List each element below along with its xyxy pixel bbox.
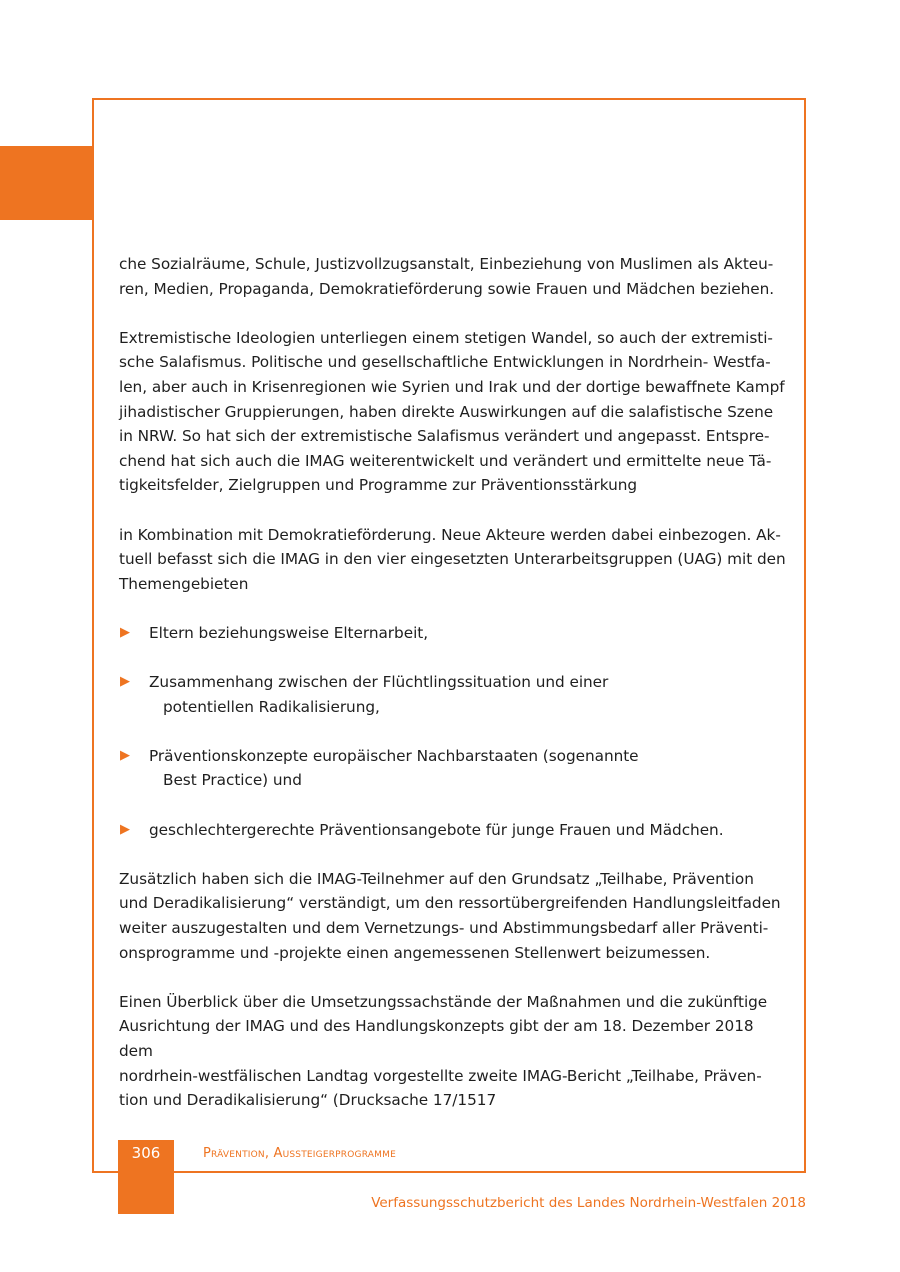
paragraph-3: in Kombination mit Demokratieförderung. Neue Akteure werden dabei einbezogen. Ak- tuell befasst sich die IMAG in den vier eingesetzten Unterarbeitsgruppen (UAG) mit den Themengebieten [119, 525, 786, 593]
publication-title: Verfassungsschutzbericht des Landes Nordrhein-Westfalen 2018 [371, 1195, 806, 1211]
section-title: Prävention, Aussteigerprogramme [203, 1146, 396, 1161]
list-item: ▶ geschlechtergerechte Präventionsangebote für junge Frauen und Mädchen. [119, 818, 791, 843]
paragraph-5: Einen Überblick über die Umsetzungssachstände der Maßnahmen und die zukünftige Ausrichtung der IMAG und des Handlungskonzepts gibt der am 18. Dezember 2018 dem nordrhein-westfälischen Landtag vorgestellte zweite IMAG-Bericht „Teilhabe, Präven- tion und Deradikalisierung“ (Drucksache 17/1517 [119, 992, 768, 1110]
side-tab-marker [0, 146, 93, 220]
list-item: ▶ Eltern beziehungsweise Elternarbeit, [119, 621, 791, 646]
triangle-right-icon: ▶ [120, 624, 130, 640]
paragraph-1: che Sozialräume, Schule, Justizvollzugsanstalt, Einbeziehung von Muslimen als Akteu- ren, Medien, Propaganda, Demokratieförderung sowie Frauen und Mädchen beziehen. [119, 255, 775, 298]
triangle-right-icon: ▶ [120, 674, 130, 690]
triangle-right-icon: ▶ [120, 821, 130, 837]
list-item: ▶ Präventionskonzepte europäischer Nachbarstaaten (sogenannte Best Practice) und [119, 744, 791, 793]
main-text [119, 252, 791, 1113]
paragraph-4: Zusätzlich haben sich die IMAG-Teilnehmer auf den Grundsatz „Teilhabe, Prävention und Deradikalisierung“ verständigt, um den ressortübergreifenden Handlungsleitfaden weiter auszugestalten und dem Vernetzungs- und Abstimmungsbedarf aller Präventi- onsprogramme und -projekte einen angemessenen Stellenwert beizumessen. [119, 869, 781, 962]
page-number: 306 [131, 1144, 161, 1162]
triangle-right-icon: ▶ [120, 747, 130, 763]
paragraph-2: Extremistische Ideologien unterliegen einem stetigen Wandel, so auch der extremisti- sche Salafismus. Politische und gesellschaftliche Entwicklungen in Nordrhein- Westfa- len, aber auch in Krisenregionen wie Syrien und Irak und der dortige bewaffnete Kampf jihadistischer Gruppierungen, haben direkte Auswirkungen auf die salafistische Szene in NRW. So hat sich der extremistische Salafismus verändert und angepasst. Entspre- chend hat sich auch die IMAG weiterentwickelt und verändert und ermittelte neue Tä- tigkeitsfelder, Zielgruppen und Programme zur Präventionsstärkung [119, 328, 785, 495]
list-item: ▶ Zusammenhang zwischen der Flüchtlingssituation und einer potentiellen Radikalisierung, [119, 670, 791, 719]
